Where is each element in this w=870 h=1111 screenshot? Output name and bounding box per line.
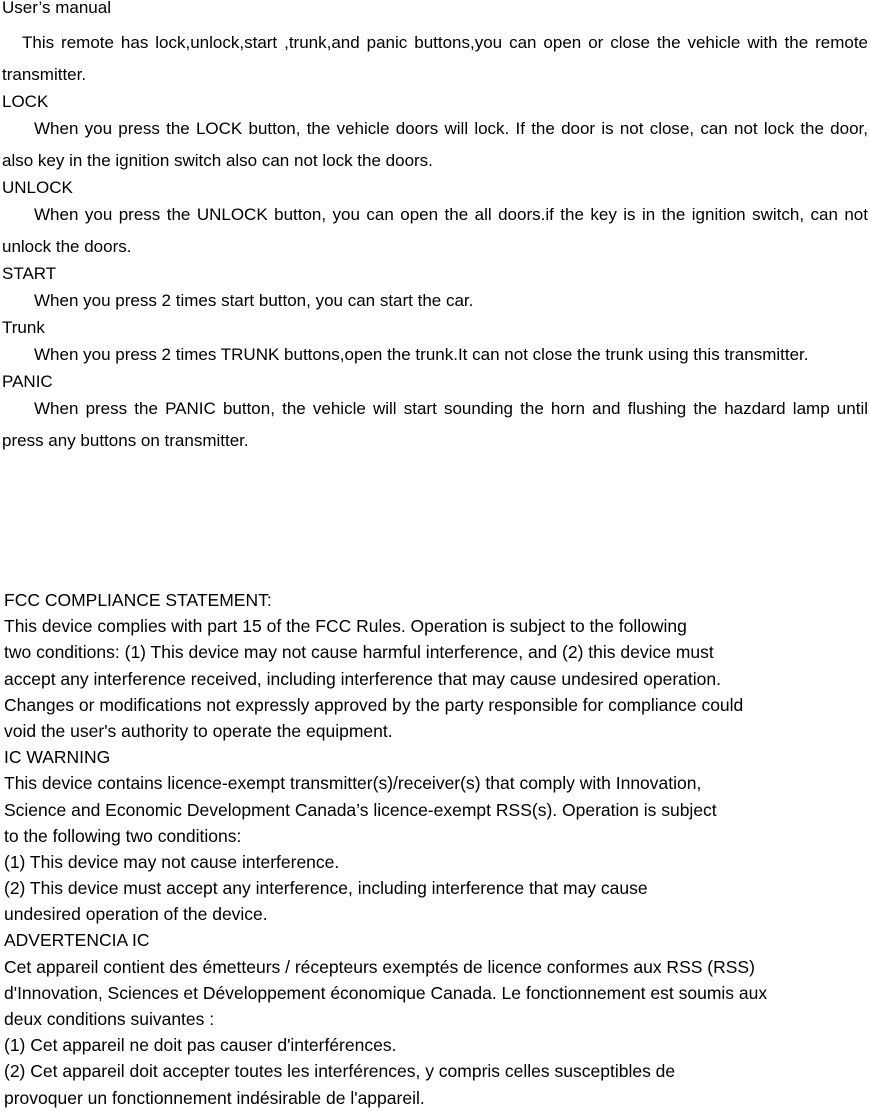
section-text: When you press the UNLOCK button, you can open the all doors.if the key is in the ignition switch, can not unlock the doors.	[2, 205, 868, 256]
section-heading: PANIC	[2, 372, 53, 391]
section-lock	[2, 91, 868, 177]
compliance-line: Cet appareil contient des émetteurs / récepteurs exemptés de licence conformes aux RSS (RSS)	[4, 956, 755, 977]
ic-warning-heading: IC WARNING	[4, 747, 111, 768]
compliance-line: (1) Cet appareil ne doit pas causer d'interférences.	[4, 1035, 397, 1056]
section-trunk	[2, 317, 868, 371]
section-heading: UNLOCK	[2, 178, 73, 197]
fcc-heading: FCC COMPLIANCE STATEMENT:	[4, 590, 272, 610]
section-text: When you press 2 times TRUNK buttons,open the trunk.It can not close the trunk using this transmitter.	[34, 345, 809, 364]
compliance-line: two conditions: (1) This device may not cause harmful interference, and (2) this device must	[4, 642, 714, 663]
section-heading: START	[2, 264, 57, 283]
section-text: When press the PANIC button, the vehicle will start sounding the horn and flushing the hazdard lamp until press any buttons on transmitter.	[2, 399, 868, 450]
compliance-statement	[4, 587, 868, 1111]
compliance-line: void the user's authority to operate the equipment.	[4, 720, 393, 741]
section-text: When you press 2 times start button, you can start the car.	[34, 291, 474, 310]
section-heading: LOCK	[2, 92, 49, 111]
manual-intro: This remote has lock,unlock,start ,trunk,and panic buttons,you can open or close the vehicle with the remote transmitter.	[2, 33, 868, 84]
section-unlock	[2, 177, 868, 263]
compliance-line: provoquer un fonctionnement indésirable de l'appareil.	[4, 1087, 425, 1108]
advertencia-ic-heading: ADVERTENCIA IC	[4, 930, 150, 951]
user-manual	[2, 0, 868, 457]
section-panic	[2, 371, 868, 457]
compliance-line: Science and Economic Development Canada’s licence-exempt RSS(s). Operation is subject	[4, 799, 717, 820]
compliance-line: (2) Cet appareil doit accepter toutes les interférences, y compris celles susceptibles de	[4, 1061, 676, 1082]
section-start	[2, 263, 868, 317]
compliance-line: This device complies with part 15 of the FCC Rules. Operation is subject to the following	[4, 616, 687, 637]
compliance-line: d'Innovation, Sciences et Développement économique Canada. Le fonctionnement est soumis aux	[4, 982, 768, 1003]
compliance-line: This device contains licence-exempt transmitter(s)/receiver(s) that comply with Innovation,	[4, 773, 702, 794]
compliance-line: Changes or modifications not expressly approved by the party responsible for compliance could	[4, 694, 744, 715]
section-heading: Trunk	[2, 318, 45, 337]
compliance-line: deux conditions suivantes :	[4, 1009, 215, 1029]
section-text: When you press the LOCK button, the vehicle doors will lock. If the door is not close, can not lock the door, also key in the ignition switch also can not lock the doors.	[2, 119, 868, 170]
manual-title: User’s manual	[2, 0, 111, 17]
compliance-line: (1) This device may not cause interference.	[4, 851, 340, 872]
compliance-line: (2) This device must accept any interference, including interference that may cause	[4, 878, 648, 899]
compliance-line: undesired operation of the device.	[4, 904, 268, 925]
compliance-line: accept any interference received, including interference that may cause undesired operation.	[4, 668, 721, 689]
compliance-line: to the following two conditions:	[4, 825, 242, 846]
